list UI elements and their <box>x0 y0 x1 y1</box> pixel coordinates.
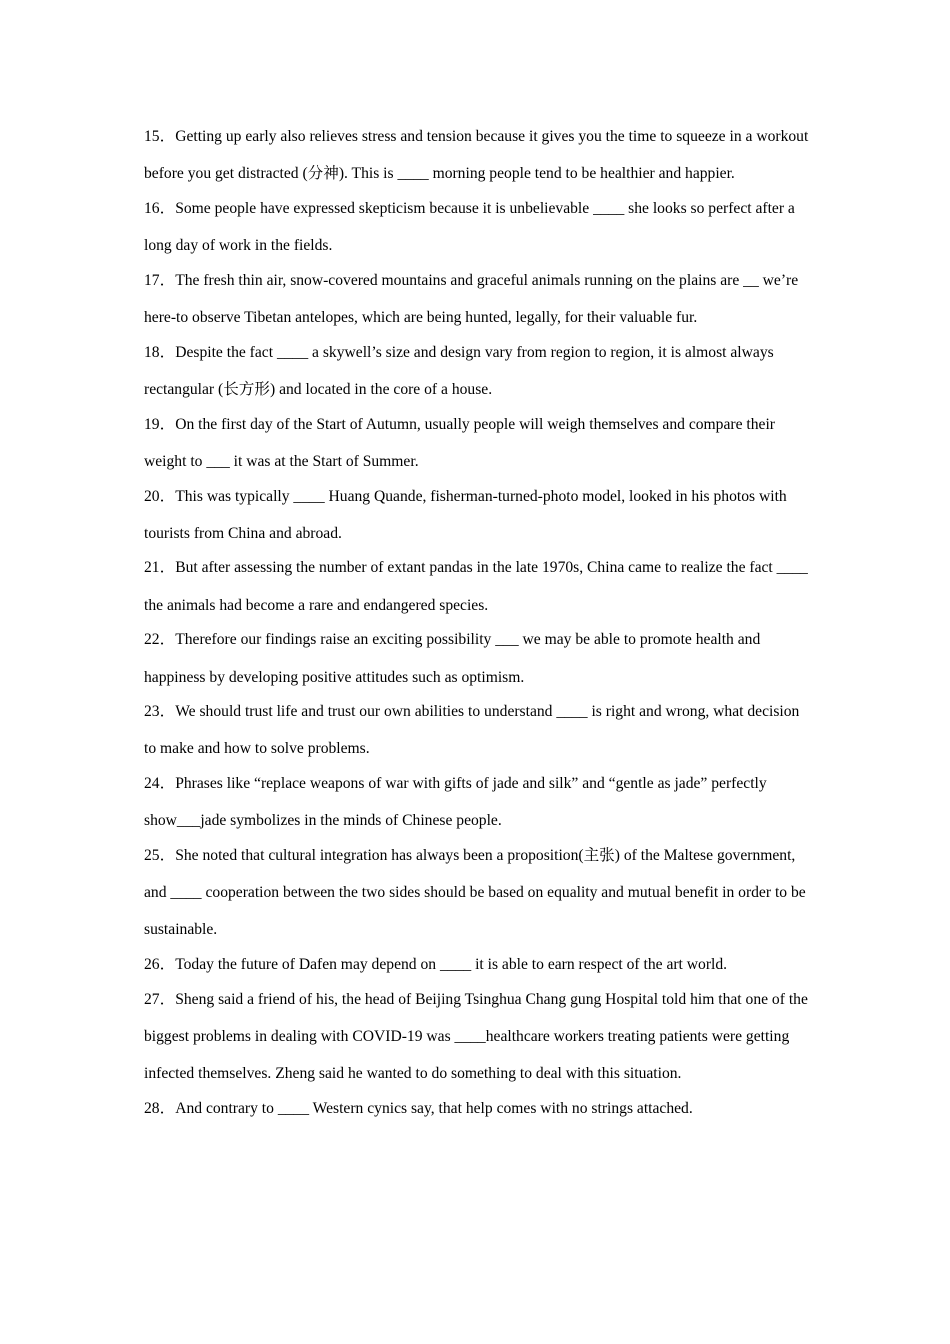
question-text: But after assessing the number of extant pandas in the late 1970s, China came to realize the fact ____ the animals had become a rare and endangered species. <box>144 559 808 614</box>
question-text: We should trust life and trust our own abilities to understand ____ is right and wrong, what decision to make and how to solve problems. <box>144 703 800 758</box>
question-number: 17． <box>144 271 176 289</box>
question-text: On the first day of the Start of Autumn, usually people will weigh themselves and compare their weight to ___ it was at the Start of Summer. <box>144 415 775 470</box>
question-text: Today the future of Dafen may depend on ____ it is able to earn respect of the art world. <box>175 956 728 974</box>
question-number: 25． <box>144 847 176 865</box>
question-23 <box>144 693 812 767</box>
question-18 <box>144 334 812 408</box>
question-number: 22． <box>144 631 176 649</box>
question-text: Getting up early also relieves stress and tension because it gives you the time to squeeze in a workout before you get distracted (分神). This is ____ morning people tend to be healthier and happier. <box>144 128 809 183</box>
question-text: This was typically ____ Huang Quande, fisherman-turned-photo model, looked in his photos with tourists from China and abroad. <box>144 487 787 542</box>
question-25 <box>144 837 812 949</box>
question-text: Phrases like “replace weapons of war with gifts of jade and silk” and “gentle as jade” perfectly show___jade symbolizes in the minds of Chinese people. <box>144 775 767 830</box>
question-19 <box>144 406 812 480</box>
question-24 <box>144 765 812 839</box>
question-28 <box>144 1090 812 1127</box>
question-number: 26． <box>144 956 176 974</box>
question-20 <box>144 478 812 552</box>
question-number: 18． <box>144 343 176 361</box>
question-text: And contrary to ____ Western cynics say, that help comes with no strings attached. <box>175 1099 693 1117</box>
question-number: 16． <box>144 199 176 217</box>
question-number: 15． <box>144 128 176 145</box>
question-text: Sheng said a friend of his, the head of Beijing Tsinghua Chang gung Hospital told him that one of the biggest problems in dealing with COVID-19 was ____healthcare workers treating patients were getting infected themselves. Zheng said he wanted to do something to deal with this situation. <box>144 990 808 1083</box>
question-number: 20． <box>144 487 176 505</box>
question-27 <box>144 981 812 1093</box>
question-number: 23． <box>144 703 176 721</box>
question-number: 19． <box>144 415 176 433</box>
question-text: Therefore our findings raise an exciting possibility ___ we may be able to promote health and happiness by developing positive attitudes such as optimism. <box>144 631 761 686</box>
question-list <box>144 118 812 1127</box>
question-number: 21． <box>144 559 176 577</box>
question-22 <box>144 621 812 695</box>
question-number: 28． <box>144 1099 176 1117</box>
question-number: 24． <box>144 775 176 793</box>
question-17 <box>144 262 812 336</box>
question-21 <box>144 549 812 623</box>
question-text: Some people have expressed skepticism because it is unbelievable ____ she looks so perfect after a long day of work in the fields. <box>144 199 795 255</box>
question-text: She noted that cultural integration has always been a proposition(主张) of the Maltese government, and ____ cooperation between the two sides should be based on equality and mutual benefit in order to be sustainable. <box>144 847 806 939</box>
question-text: Despite the fact ____ a skywell’s size and design vary from region to region, it is almost always rectangular (长方形) and located in the core of a house. <box>144 343 774 398</box>
question-26 <box>144 946 812 983</box>
question-15 <box>144 118 812 192</box>
question-number: 27． <box>144 990 176 1008</box>
question-text: The fresh thin air, snow-covered mountains and graceful animals running on the plains are __ we’re here-to observe Tibetan antelopes, which are being hunted, legally, for their valuable fur. <box>144 271 799 327</box>
question-16 <box>144 190 812 264</box>
